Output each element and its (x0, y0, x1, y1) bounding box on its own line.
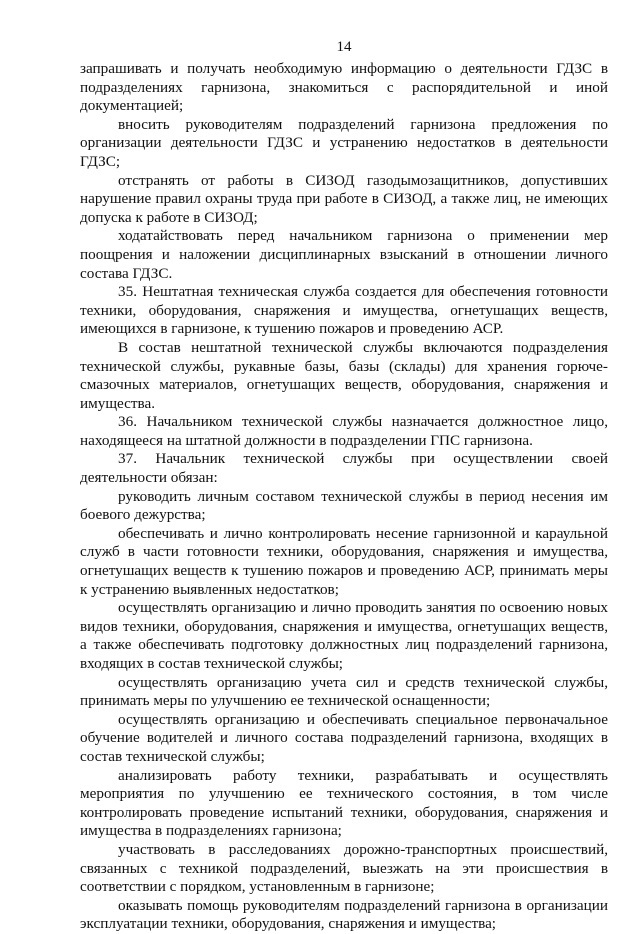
paragraph: анализировать работу техники, разрабатывать и осуществлять мероприятия по улучшению ее технического состояния, в том числе контролировать проведение испытаний техники, оборудования, снаряжения и имущества в подразделениях гарнизона; (80, 766, 608, 840)
paragraph: вносить руководителям подразделений гарнизона предложения по организации деятельности ГДЗС и устранению недостатков в деятельности ГДЗС; (80, 115, 608, 170)
paragraph: оказывать помощь руководителям подразделений гарнизона в организации эксплуатации техники, оборудования, снаряжения и имущества; (80, 896, 608, 933)
paragraph-item-37: 37. Начальник технической службы при осуществлении своей деятельности обязан: (80, 450, 608, 487)
paragraph-item-35: 35. Нештатная техническая служба создается для обеспечения готовности техники, оборудования, снаряжения и имущества, огнетушащих веществ, имеющихся в гарнизоне, к тушению пожаров и проведению АСР. (80, 283, 608, 338)
paragraph: участвовать в расследованиях дорожно-транспортных происшествий, связанных с техникой подразделений, выезжать на эти происшествия в соответствии с порядком, установленным в гарнизоне; (80, 840, 608, 896)
page-number: 14 (336, 39, 352, 55)
paragraph: осуществлять организацию учета сил и средств технической службы, принимать меры по улучшению ее технической оснащенности; (80, 673, 608, 710)
paragraph: запрашивать и получать необходимую информацию о деятельности ГДЗС в подразделениях гарнизона, знакомиться с распорядительной и иной документацией; (80, 60, 608, 115)
paragraph: руководить личным составом технической службы в период несения им боевого дежурства; (80, 487, 608, 524)
paragraph: отстранять от работы в СИЗОД газодымозащитников, допустивших нарушение правил охраны труда при работе в СИЗОД, а также лиц, не имеющих допуска к работе в СИЗОД; (80, 171, 608, 226)
body-text (80, 60, 608, 934)
paragraph: В состав нештатной технической службы включаются подразделения технической службы, рукавные базы, базы (склады) для хранения горюче-смазочных материалов, огнетушащих веществ, оборудования, снаряжения и имущества. (80, 338, 608, 412)
paragraph: осуществлять организацию и лично проводить занятия по освоению новых видов техники, оборудования, снаряжения и имущества, огнетушащих веществ, а также обеспечивать подготовку должностных лиц подразделений гарнизона, входящих в состав технической службы; (80, 599, 608, 672)
paragraph: обеспечивать и лично контролировать несение гарнизонной и караульной служб в части готовности техники, оборудования, снаряжения и имущества, огнетушащих веществ к тушению пожаров и проведению АСР, принимать меры к устранению выявленных недостатков; (80, 524, 608, 598)
paragraph: осуществлять организацию и обеспечивать специальное первоначальное обучение водителей и личного состава подразделений гарнизона, входящих в состав технической службы; (80, 710, 608, 765)
paragraph-item-36: 36. Начальником технической службы назначается должностное лицо, находящееся на штатной должности в подразделении ГПС гарнизона. (80, 413, 608, 449)
paragraph: ходатайствовать перед начальником гарнизона о применении мер поощрения и наложении дисциплинарных взысканий в отношении личного состава ГДЗС. (80, 227, 608, 282)
